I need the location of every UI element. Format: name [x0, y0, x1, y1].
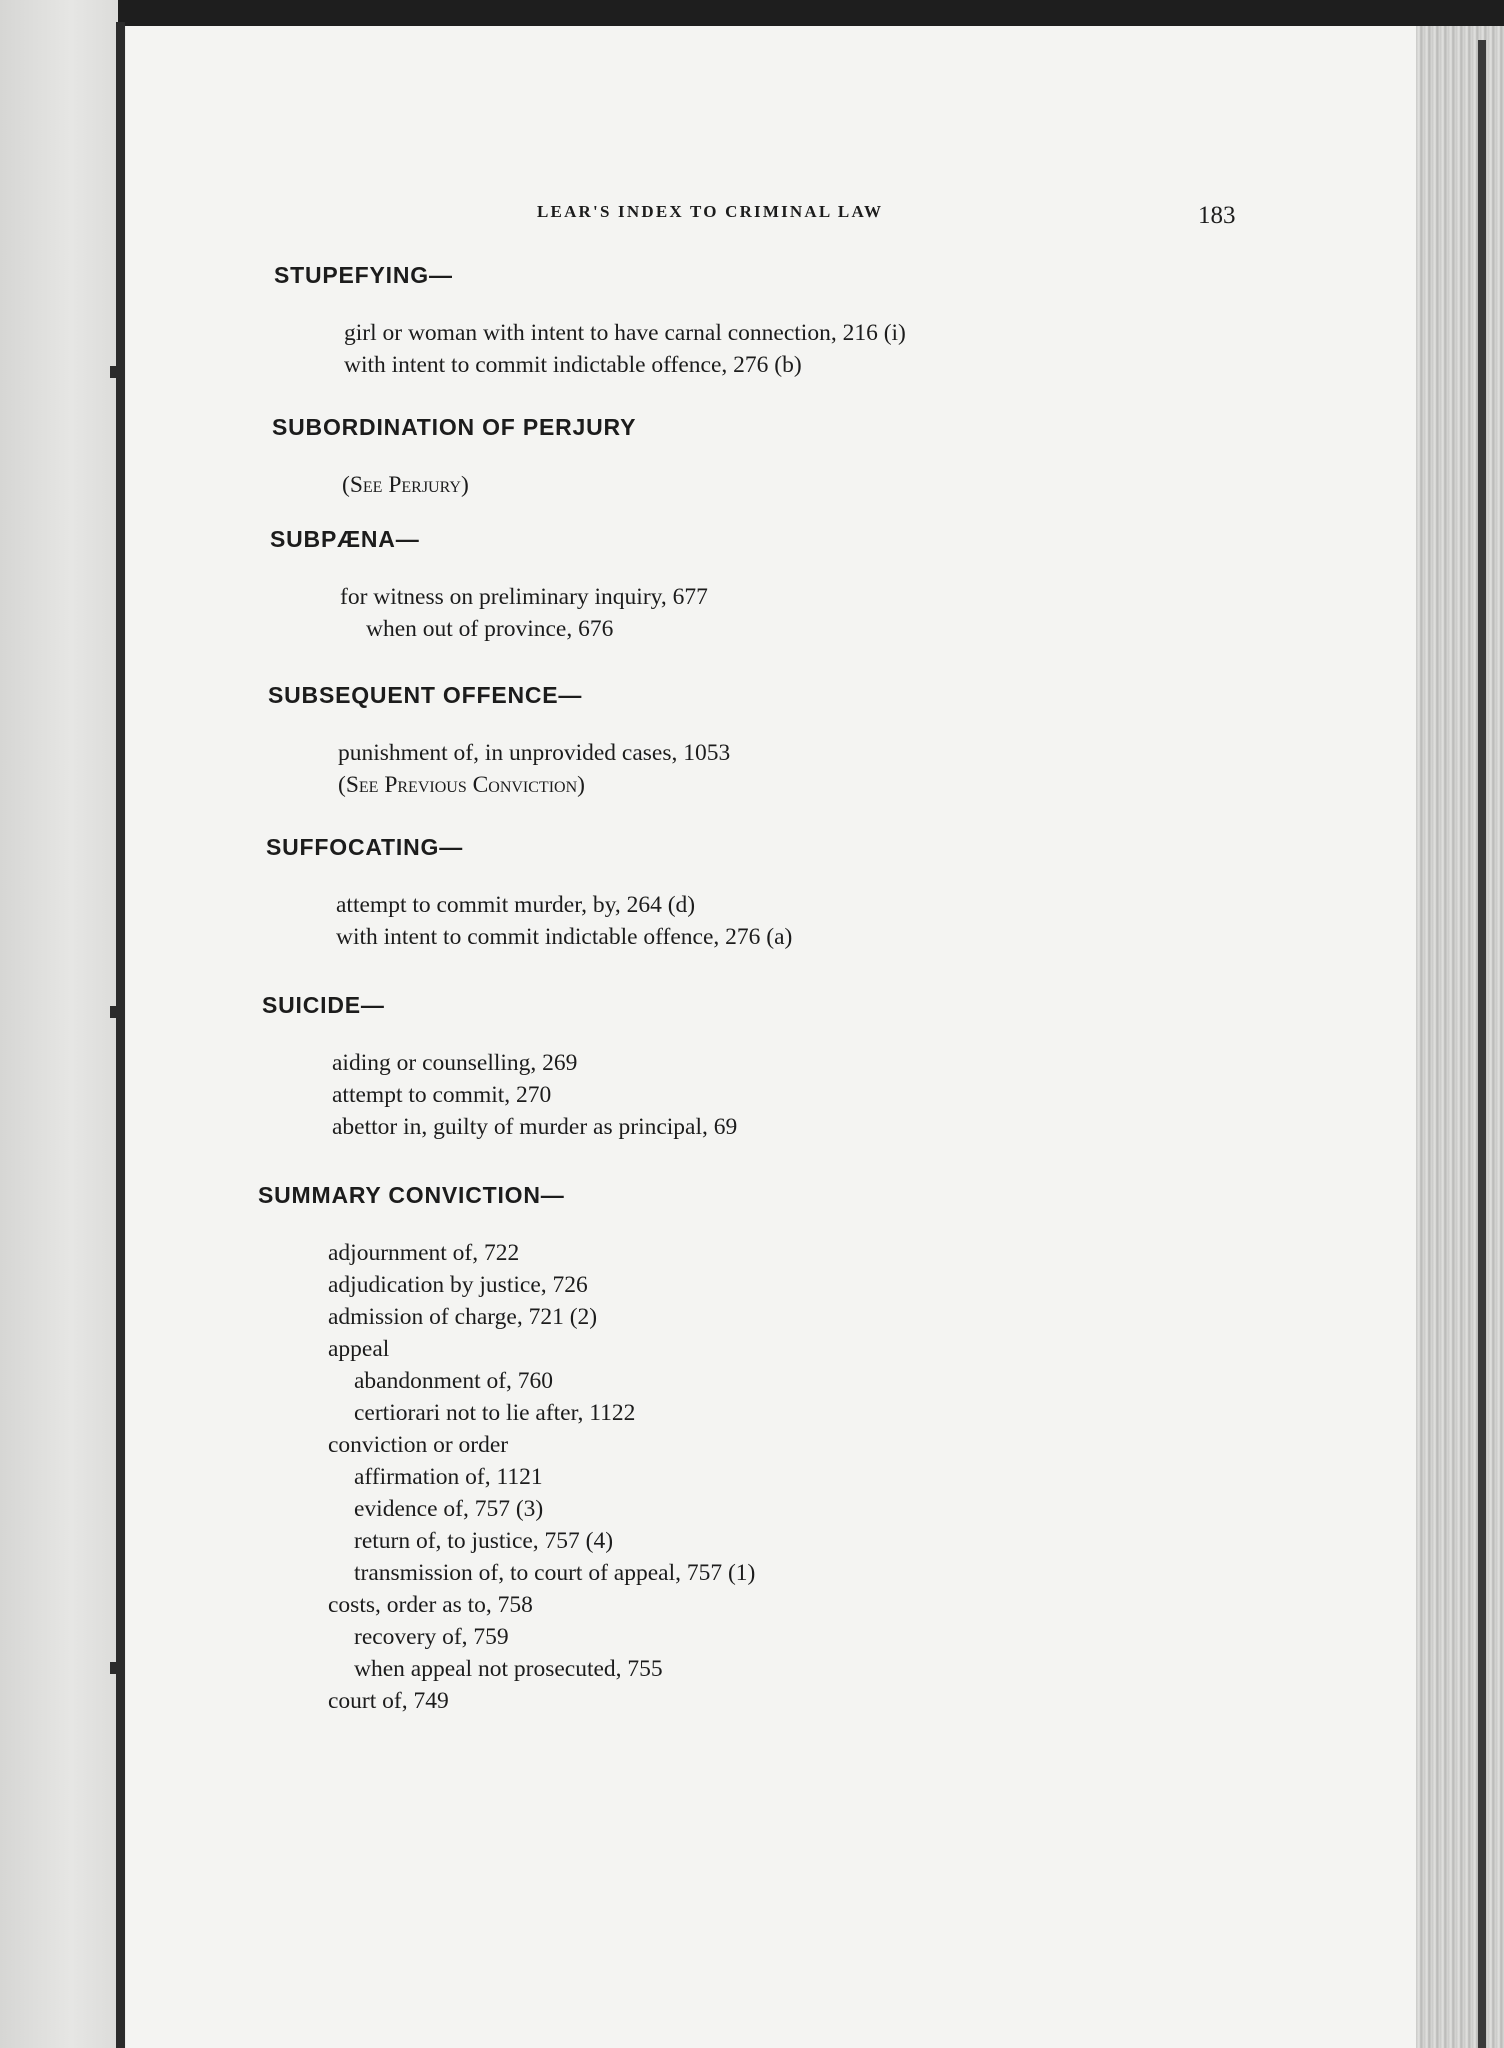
index-entry: [272, 414, 636, 501]
index-entry: [266, 834, 792, 953]
entry-line: adjudication by justice, 726: [328, 1272, 588, 1298]
entry-line: recovery of, 759: [354, 1624, 509, 1650]
entry-line: girl or woman with intent to have carnal connection, 216 (i): [344, 320, 906, 346]
index-entry: [270, 526, 708, 645]
entry-line: for witness on preliminary inquiry, 677: [340, 584, 708, 610]
entry-heading: SUBSEQUENT OFFENCE—: [268, 682, 583, 708]
entry-line: costs, order as to, 758: [328, 1592, 533, 1618]
binding-notch: [110, 1006, 120, 1018]
entry-line: punishment of, in unprovided cases, 1053: [338, 740, 731, 766]
entry-line: affirmation of, 1121: [354, 1464, 543, 1490]
entry-line: conviction or order: [328, 1432, 509, 1458]
entry-line: when appeal not prosecuted, 755: [354, 1656, 663, 1682]
index-entry: [274, 262, 906, 381]
page-edges: [1416, 26, 1504, 2048]
entry-heading: SUFFOCATING—: [266, 834, 463, 860]
entry-line: attempt to commit, 270: [332, 1082, 552, 1108]
binding-edge: [116, 22, 125, 2048]
entry-heading: STUPEFYING—: [274, 262, 453, 288]
running-head: LEAR'S INDEX TO CRIMINAL LAW: [537, 202, 884, 221]
entry-line: with intent to commit indictable offence, 276 (b): [344, 352, 802, 378]
entry-line: return of, to justice, 757 (4): [354, 1528, 614, 1554]
entry-line: attempt to commit murder, by, 264 (d): [336, 892, 696, 918]
index-entry: [258, 1182, 755, 1717]
entry-line: adjournment of, 722: [328, 1240, 520, 1266]
index-entry: [262, 992, 737, 1143]
entry-heading: SUBORDINATION OF PERJURY: [272, 414, 637, 440]
entry-line: abettor in, guilty of murder as principal, 69: [332, 1114, 738, 1140]
entry-line: aiding or counselling, 269: [332, 1050, 578, 1076]
binding-notch: [110, 366, 120, 378]
entry-line: transmission of, to court of appeal, 757 (1): [354, 1560, 756, 1586]
entry-line: when out of province, 676: [366, 616, 614, 642]
entry-line: admission of charge, 721 (2): [328, 1304, 598, 1330]
binding-notch: [110, 1662, 120, 1674]
entry-line: certiorari not to lie after, 1122: [354, 1400, 636, 1426]
entry-line: with intent to commit indictable offence, 276 (a): [336, 924, 793, 950]
entry-line: appeal: [328, 1336, 390, 1362]
entry-line: (See Previous Conviction): [338, 772, 585, 798]
entry-line: court of, 749: [328, 1688, 449, 1714]
entry-line: abandonment of, 760: [354, 1368, 554, 1394]
entry-line: (See Perjury): [342, 472, 469, 498]
entry-heading: SUBPÆNA—: [270, 526, 420, 552]
entry-line: evidence of, 757 (3): [354, 1496, 544, 1522]
page-edge-shadow: [1478, 40, 1486, 2048]
scan-top-border: [0, 0, 1504, 26]
page-number: 183: [1198, 202, 1236, 229]
entry-heading: SUMMARY CONVICTION—: [258, 1182, 565, 1208]
entry-heading: SUICIDE—: [262, 992, 385, 1018]
index-entry: [268, 682, 730, 801]
facing-page-shadow: [0, 0, 118, 2048]
